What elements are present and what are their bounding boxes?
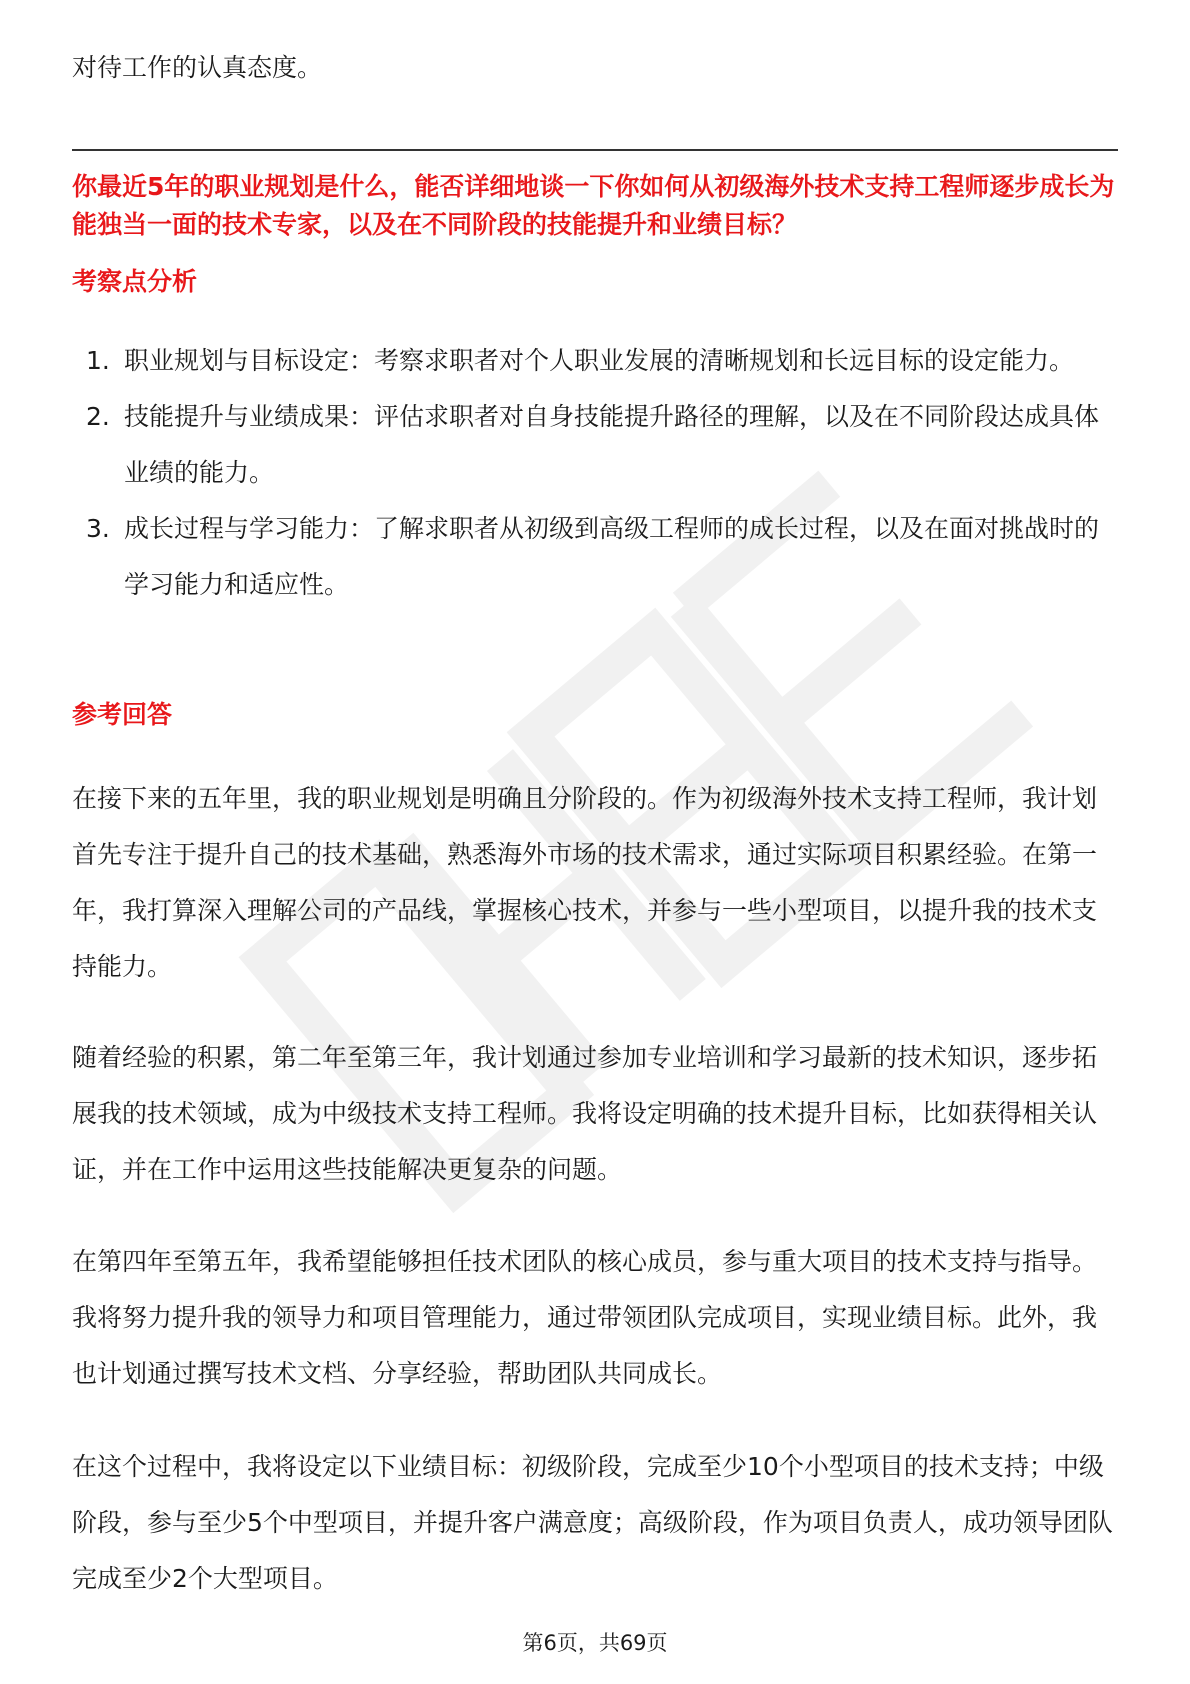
answer-paragraph: 在接下来的五年里，我的职业规划是明确且分阶段的。作为初级海外技术支持工程师，我计划首先专注于提升自己的技术基础，熟悉海外市场的技术需求，通过实际项目积累经验。在第一年，我打算深入理解公司的产品线，掌握核心技术，并参与一些小型项目，以提升我的技术支持能力。 <box>72 784 1098 981</box>
section-divider <box>72 149 1118 151</box>
analysis-heading: 考察点分析 <box>72 267 198 296</box>
list-number: 1. <box>86 346 110 375</box>
list-number: 3. <box>86 514 110 543</box>
answer-heading: 参考回答 <box>72 700 173 729</box>
analysis-item <box>72 389 1118 501</box>
answer-paragraph: 在这个过程中，我将设定以下业绩目标：初级阶段，完成至少10个小型项目的技术支持；中级阶段，参与至少5个中型项目，并提升客户满意度；高级阶段，作为项目负责人，成功领导团队完成至少2个大型项目。 <box>72 1452 1113 1593</box>
page-number-footer: 第6页，共69页 <box>522 1631 668 1655</box>
analysis-item-text: 技能提升与业绩成果：评估求职者对自身技能提升路径的理解，以及在不同阶段达成具体业绩的能力。 <box>124 402 1100 487</box>
analysis-item-text: 职业规划与目标设定：考察求职者对个人职业发展的清晰规划和长远目标的设定能力。 <box>124 346 1075 375</box>
analysis-item <box>72 333 1118 389</box>
analysis-item-text: 成长过程与学习能力：了解求职者从初级到高级工程师的成长过程，以及在面对挑战时的学习能力和适应性。 <box>124 514 1100 599</box>
interview-question: 你最近5年的职业规划是什么，能否详细地谈一下你如何从初级海外技术支持工程师逐步成长为能独当一面的技术专家，以及在不同阶段的技能提升和业绩目标？ <box>72 172 1115 239</box>
previous-answer-tail: 对待工作的认真态度。 <box>72 53 323 82</box>
answer-paragraph: 在第四年至第五年，我希望能够担任技术团队的核心成员，参与重大项目的技术支持与指导。我将努力提升我的领导力和项目管理能力，通过带领团队完成项目，实现业绩目标。此外，我也计划通过撰写技术文档、分享经验，帮助团队共同成长。 <box>72 1247 1098 1388</box>
answer-paragraph: 随着经验的积累，第二年至第三年，我计划通过参加专业培训和学习最新的技术知识，逐步拓展我的技术领域，成为中级技术支持工程师。我将设定明确的技术提升目标，比如获得相关认证，并在工作中运用这些技能解决更复杂的问题。 <box>72 1043 1098 1184</box>
analysis-item <box>72 501 1118 613</box>
analysis-list <box>72 333 1118 613</box>
list-number: 2. <box>86 402 110 431</box>
